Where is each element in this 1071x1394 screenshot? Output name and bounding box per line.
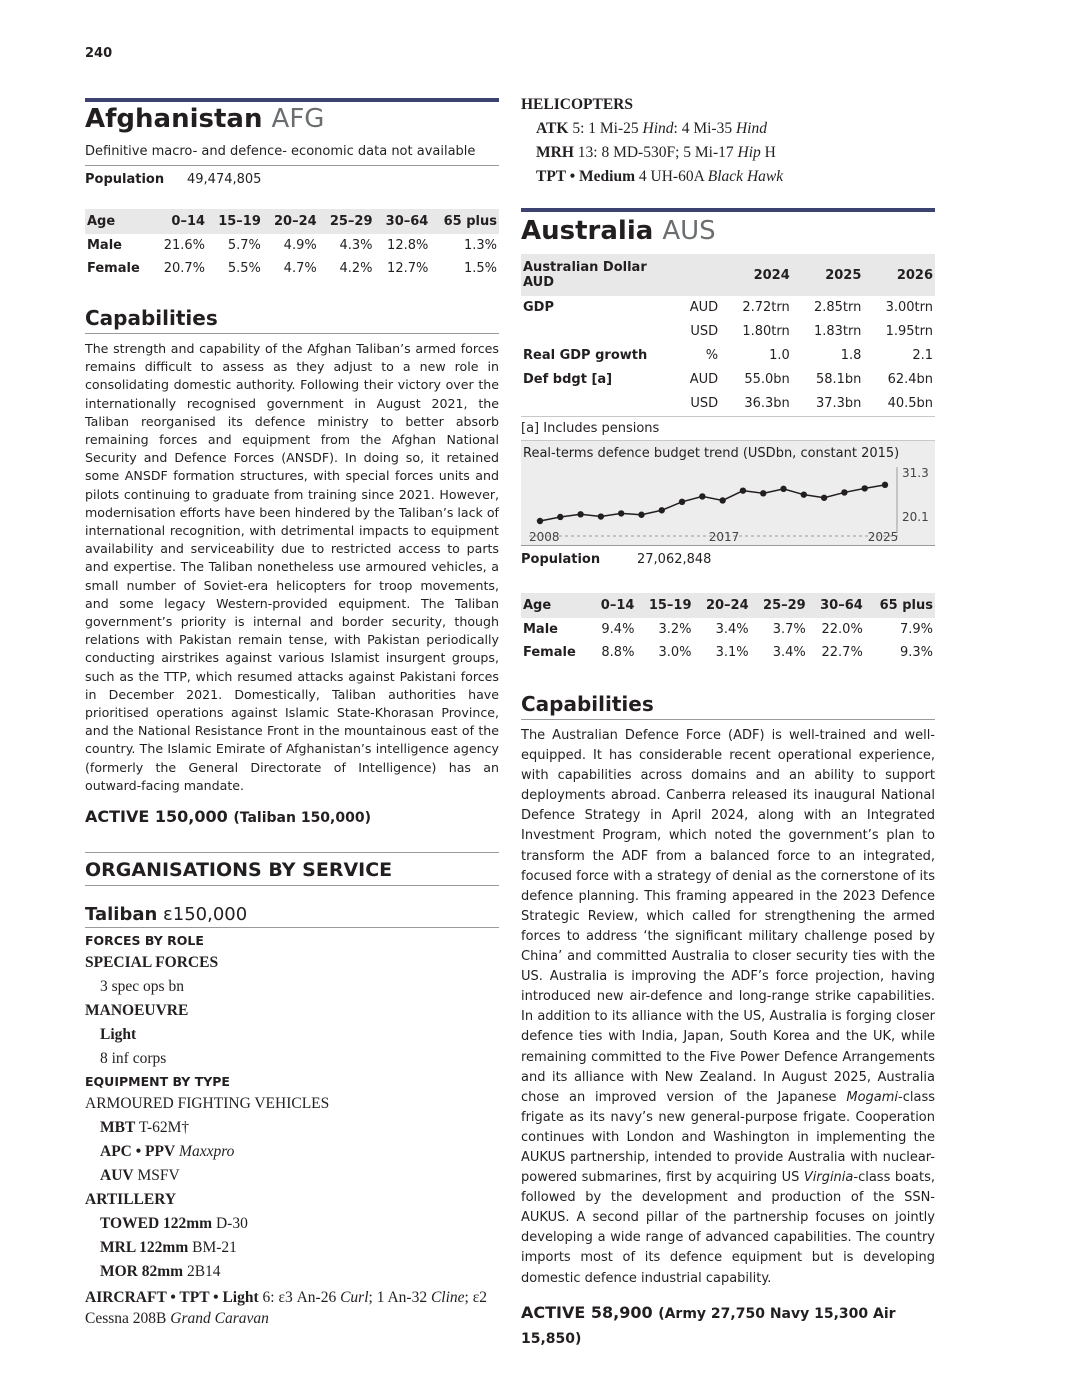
table-cell: Female — [523, 645, 576, 660]
table-cell: 9.4% — [601, 622, 635, 637]
afghanistan-title — [85, 104, 499, 134]
age-header: 15–19 — [636, 593, 693, 618]
helicopter-name: Hind — [642, 120, 674, 137]
table-cell: 1.80trn — [742, 324, 790, 339]
econ-header — [675, 254, 720, 296]
apc-line — [85, 1143, 499, 1161]
afv-heading: ARMOURED FIGHTING VEHICLES — [85, 1095, 330, 1113]
econ-row — [521, 296, 935, 320]
australia-title — [521, 216, 935, 246]
towed-line — [85, 1215, 499, 1233]
aircraft-name: Cline — [430, 1289, 465, 1307]
chart-x-tick-label: 2008 — [529, 530, 560, 544]
chart-data-point — [862, 485, 868, 491]
forces-by-role-heading: FORCES BY ROLE — [85, 933, 204, 949]
chart-y-tick-label: 20.1 — [902, 510, 929, 524]
table-cell: AUD — [689, 300, 719, 315]
active-detail: (Taliban 150,000) — [233, 810, 371, 827]
table-cell: Male — [523, 622, 558, 637]
towed-value: D-30 — [215, 1215, 248, 1233]
table-cell: 3.0% — [658, 645, 692, 660]
table-cell: % — [705, 348, 719, 363]
afghanistan-capabilities-text: The strength and capability of the Afghan Taliban’s armed forces remains difficult to assess as they adjust to a new role in consolidating domestic authority. Following their victory over the internationally recognised government in August 2021, the Taliban reorganised its defence ministry to better absorb remaining forces and equipment from the Afghan National Security and Defence Forces (ANSDF). In doing so, it retained some ANSDF formation structures, with special forces units and pilots continuing to graduate from training since 2021. However, modernisation efforts have been hindered by the Taliban’s lack of international recognition, with detrimental impacts to equipment availability and serviceability due to restricted access to parts and expertise. The Taliban nonetheless use armoured vehicles, a small number of Soviet-era helicopters for troop movements, and some legacy Western-provided equipment. The Taliban government’s priority is internal and border security, though relations with Pakistan remain tense, with Pakistan periodically conducting airstrikes against various Islamist insurgent groups, such as the TTP, which resumed attacks against Pakistani forces in December 2021. Domestically, Taliban authorities have prioritised operations against Islamic State-Khorasan Province, and the National Resistance Front in the mountainous east of the country. The Islamic Emirate of Afghanistan’s intelligence agency (formerly the General Directorate of Intelligence) has an outward-facing mandate. — [85, 341, 499, 793]
active-label: ACTIVE 150,000 — [85, 807, 228, 827]
age-header: 30–64 — [808, 593, 865, 618]
table-cell: 3.4% — [715, 622, 749, 637]
table-cell: USD — [675, 392, 720, 417]
australia-capabilities-heading: Capabilities — [521, 692, 935, 720]
age-header: Age — [85, 209, 153, 234]
trend-line-chart — [521, 441, 935, 545]
apc-label: APC • PPV — [100, 1143, 176, 1161]
mor-label: MOR 82mm — [100, 1263, 184, 1281]
table-cell: 12.7% — [387, 261, 429, 276]
chart-title: Real-terms defence budget trend (USDbn, constant 2015) — [523, 446, 900, 461]
chart-data-point — [780, 486, 786, 492]
age-header: 15–19 — [207, 209, 263, 234]
population-label: Population — [85, 172, 165, 187]
afghanistan-population-row — [85, 166, 499, 191]
table-cell: 62.4bn — [887, 372, 933, 387]
helicopters-heading: HELICOPTERS — [521, 96, 633, 113]
afghanistan-code: AFG — [271, 104, 325, 134]
econ-header: 2025 — [792, 254, 864, 296]
chart-data-point — [882, 482, 888, 488]
table-cell: 1.83trn — [813, 324, 862, 339]
light-heading: Light — [100, 1026, 137, 1044]
artillery-heading: ARTILLERY — [85, 1191, 177, 1209]
capabilities-emphasis: Virginia — [803, 1170, 854, 1186]
defence-budget-trend-chart — [521, 441, 935, 545]
capabilities-text: -class boats, followed by the development and production of the SSN-AUKUS. A second pillar of the partnership focuses on jointly developing a wide range of advanced capabilities. The country imports most of its defence equipment but is developing domestic defence industrial capability. — [521, 1170, 935, 1286]
spec-ops-item: 3 spec ops bn — [100, 978, 184, 996]
table-cell: 1.0 — [769, 348, 790, 363]
table-cell: 37.3bn — [792, 392, 864, 417]
australia-age-table — [521, 593, 935, 664]
table-cell: 3.00trn — [885, 300, 933, 315]
table-cell: 9.3% — [899, 645, 933, 660]
service-strength: ε150,000 — [163, 904, 248, 926]
male-row — [85, 234, 499, 257]
australia-capabilities-text — [521, 726, 935, 1289]
aircraft-text: ; ε2 Cessna 208B — [85, 1289, 487, 1328]
chart-data-point — [577, 511, 583, 517]
right-column — [521, 96, 935, 1351]
chart-data-point — [699, 493, 705, 499]
table-cell: Female — [87, 261, 140, 276]
pensions-note: [a] Includes pensions — [521, 417, 935, 441]
towed-label: TOWED 122mm — [100, 1215, 213, 1233]
page-number: 240 — [85, 46, 113, 61]
age-header: 0–14 — [153, 209, 207, 234]
age-header: 25–29 — [751, 593, 808, 618]
age-header: 65 plus — [430, 209, 499, 234]
table-cell: 3.1% — [715, 645, 749, 660]
manoeuvre-heading: MANOEUVRE — [85, 1002, 189, 1020]
econ-row — [521, 344, 935, 368]
chart-data-point — [537, 518, 543, 524]
table-cell: 2.72trn — [742, 300, 790, 315]
helicopter-text: 13: 8 MD-530F; 5 Mi-17 — [573, 144, 738, 161]
age-header: Age — [521, 593, 590, 618]
capabilities-text: -class frigate as its navy’s new general-purpose frigate. Cooperation continues with London and Washington in implementing the AUKUS partnership, intended to provide Australia with nuclear-powered submarines, first by acquiring US — [521, 1089, 935, 1186]
active-label: ACTIVE 58,900 — [521, 1302, 653, 1322]
mor-line — [85, 1263, 499, 1281]
table-cell: 2.85trn — [813, 300, 862, 315]
mbt-line — [85, 1119, 499, 1137]
mrl-value: BM-21 — [192, 1239, 237, 1257]
atk-line — [521, 120, 935, 138]
auv-label: AUV — [100, 1167, 134, 1185]
female-row — [85, 257, 499, 280]
table-cell: 4.7% — [283, 261, 317, 276]
helicopter-name: Hind — [735, 120, 767, 137]
population-value: 27,062,848 — [637, 552, 712, 567]
age-header: 30–64 — [375, 209, 431, 234]
chart-data-point — [618, 510, 624, 516]
table-cell: 4.9% — [283, 238, 317, 253]
age-header: 20–24 — [263, 209, 319, 234]
tpt-line — [521, 168, 935, 186]
econ-header: Australian Dollar AUD — [521, 254, 675, 296]
table-cell: 22.0% — [821, 622, 863, 637]
active-detail: (Army 27,750 Navy 15,300 Air 15,850) — [521, 1305, 896, 1347]
table-cell: 7.9% — [899, 622, 933, 637]
chart-x-tick-label: 2025 — [867, 530, 899, 544]
service-name: Taliban — [85, 904, 158, 926]
chart-data-point — [760, 490, 766, 496]
helicopter-text: 4 UH-60A — [635, 168, 708, 185]
apc-value: Maxxpro — [179, 1143, 235, 1161]
chart-data-point — [740, 487, 746, 493]
table-cell: 4.2% — [339, 261, 373, 276]
equipment-by-type-heading: EQUIPMENT BY TYPE — [85, 1074, 230, 1090]
chart-x-tick-label: 2017 — [708, 530, 740, 544]
econ-row — [521, 368, 935, 392]
table-cell: 8.8% — [601, 645, 635, 660]
female-row — [521, 641, 935, 664]
chart-series-line — [540, 485, 885, 521]
econ-header: 2024 — [720, 254, 792, 296]
australia-population-row — [521, 545, 935, 573]
table-cell: 2.1 — [912, 348, 933, 363]
table-cell: 4.3% — [339, 238, 373, 253]
chart-data-point — [557, 514, 563, 520]
table-cell: 5.7% — [227, 238, 261, 253]
table-cell: 1.3% — [463, 238, 497, 253]
afghanistan-title-bar — [85, 98, 499, 102]
australia-name: Australia — [521, 216, 654, 246]
chart-data-point — [841, 489, 847, 495]
table-cell: 20.7% — [163, 261, 206, 276]
age-header-row — [85, 209, 499, 234]
age-header-row — [521, 593, 935, 618]
table-cell: 55.0bn — [744, 372, 790, 387]
afghanistan-name: Afghanistan — [85, 104, 263, 134]
atk-label: ATK — [536, 120, 569, 137]
chart-data-point — [638, 512, 644, 518]
table-cell: GDP — [523, 300, 554, 315]
mrh-line — [521, 144, 935, 162]
mrh-label: MRH — [536, 144, 574, 161]
table-cell: 22.7% — [821, 645, 863, 660]
special-forces-heading: SPECIAL FORCES — [85, 954, 219, 972]
helicopter-name: Hip — [737, 144, 761, 161]
table-cell: USD — [690, 324, 719, 339]
table-cell: AUD — [689, 372, 719, 387]
age-header: 25–29 — [319, 209, 375, 234]
population-value: 49,474,805 — [187, 172, 262, 187]
australia-active-strength — [521, 1301, 935, 1351]
mrl-label: MRL 122mm — [100, 1239, 189, 1257]
inf-corps-item: 8 inf corps — [100, 1050, 167, 1068]
econ-header: 2026 — [863, 254, 935, 296]
organisations-heading: ORGANISATIONS BY SERVICE — [85, 852, 499, 886]
aircraft-text: 6: ε3 An-26 — [258, 1289, 341, 1307]
table-cell: 12.8% — [387, 238, 429, 253]
aircraft-name: Curl — [340, 1289, 369, 1307]
age-header: 65 plus — [865, 593, 935, 618]
mbt-value: T-62M† — [138, 1119, 190, 1137]
chart-data-point — [719, 497, 725, 503]
table-cell — [521, 392, 675, 417]
male-row — [521, 618, 935, 641]
chart-data-point — [659, 507, 665, 513]
table-cell: 21.6% — [163, 238, 206, 253]
chart-y-tick-label: 31.3 — [902, 466, 929, 480]
econ-row — [521, 392, 935, 417]
chart-data-point — [598, 513, 604, 519]
auv-value: MSFV — [137, 1167, 180, 1185]
table-cell: Def bdgt [a] — [523, 372, 613, 387]
table-cell: 3.4% — [772, 645, 806, 660]
table-cell: 5.5% — [227, 261, 261, 276]
auv-line — [85, 1167, 499, 1185]
table-cell — [521, 320, 675, 344]
age-header: 0–14 — [590, 593, 636, 618]
table-cell: 1.95trn — [885, 324, 933, 339]
econ-header-row — [521, 254, 935, 296]
afghanistan-capabilities-heading: Capabilities — [85, 306, 499, 334]
age-header: 20–24 — [694, 593, 751, 618]
capabilities-emphasis: Mogami — [846, 1089, 899, 1105]
table-cell: 40.5bn — [863, 392, 935, 417]
table-cell: 36.3bn — [720, 392, 792, 417]
table-cell: Male — [87, 238, 122, 253]
australia-economic-table — [521, 254, 935, 417]
afghanistan-active-strength — [85, 807, 499, 826]
table-cell: 58.1bn — [815, 372, 862, 387]
left-column — [85, 98, 499, 1329]
tpt-label: TPT • Medium — [536, 168, 636, 185]
afghanistan-age-table — [85, 209, 499, 280]
mor-value: 2B14 — [186, 1263, 221, 1281]
chart-data-point — [801, 491, 807, 497]
table-cell: 3.7% — [772, 622, 806, 637]
aircraft-line — [85, 1287, 499, 1329]
helicopter-text: H — [760, 144, 776, 161]
table-cell: 1.8 — [840, 348, 862, 363]
australia-title-bar — [521, 208, 935, 212]
helicopter-name: Black Hawk — [707, 168, 784, 185]
chart-data-point — [679, 499, 685, 505]
service-heading — [85, 904, 499, 928]
aircraft-label: AIRCRAFT • TPT • Light — [85, 1289, 259, 1307]
table-cell: 1.5% — [463, 261, 497, 276]
population-label: Population — [521, 552, 601, 567]
aircraft-text: ; 1 An-32 — [368, 1289, 431, 1307]
mrl-line — [85, 1239, 499, 1257]
table-cell: Real GDP growth — [523, 348, 648, 363]
helicopter-text: 5: 1 Mi-25 — [568, 120, 643, 137]
afghanistan-data-note: Definitive macro- and defence- economic data not available — [85, 144, 476, 159]
chart-data-point — [821, 495, 827, 501]
mbt-label: MBT — [100, 1119, 136, 1137]
table-cell: 3.2% — [658, 622, 692, 637]
econ-row — [521, 320, 935, 344]
capabilities-text: The Australian Defence Force (ADF) is well-trained and well-equipped. It has considerable recent operational experience, with capabilities across domains and an ability to support deployments abroad. Canberra released its inaugural National Defence Strategy in April 2024, along with an Integrated Investment Program, which noted the government’s plan to transform the ADF from a balanced force to an integrated, focused force with a strategy of denial as the cornerstone of its defence planning. This framing appeared in the 2023 Defence Strategic Review, which called for strengthening the armed forces to address ‘the significant military challenge posed by China’ and committed Australia to closer security ties with the US. Australia is improving the ADF’s force projection, having introduced new air-defence and long-range strike capabilities. In addition to its alliance with the US, Australia is forging closer defence ties with India, Japan, South Korea and the UK, while remaining committed to the Five Power Defence Arrangements and its alliance with New Zealand. In August 2025, Australia chose an improved version of the Japanese — [521, 728, 935, 1105]
helicopter-text: : 4 Mi-35 — [673, 120, 736, 137]
australia-code: AUS — [662, 216, 716, 246]
aircraft-name: Grand Caravan — [170, 1310, 269, 1328]
